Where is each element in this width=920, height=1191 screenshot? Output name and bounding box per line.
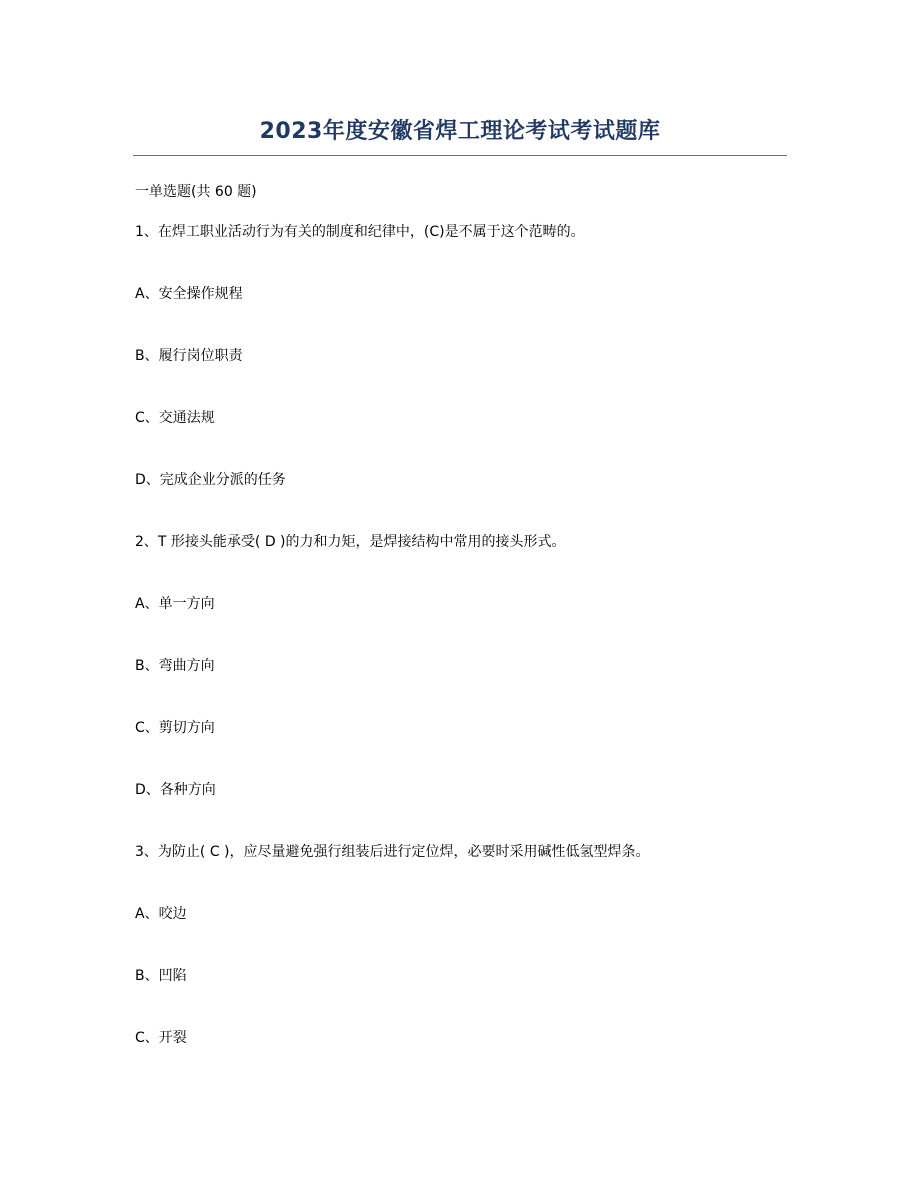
answer-option: C、剪切方向 <box>135 720 215 736</box>
section-heading: 一单选题(共 60 题) <box>135 184 257 200</box>
answer-option: D、完成企业分派的任务 <box>135 472 286 488</box>
answer-option: A、咬边 <box>135 906 187 922</box>
answer-option: B、履行岗位职责 <box>135 348 243 364</box>
title-underline <box>133 155 787 156</box>
question-stem: 3、为防止( C )，应尽量避免强行组装后进行定位焊，必要时采用碱性低氢型焊条。 <box>135 844 650 860</box>
question-stem: 1、在焊工职业活动行为有关的制度和纪律中，(C)是不属于这个范畴的。 <box>135 224 585 240</box>
answer-option: B、弯曲方向 <box>135 658 215 674</box>
answer-option: A、安全操作规程 <box>135 286 243 302</box>
answer-option: D、各种方向 <box>135 782 216 798</box>
answer-option: B、凹陷 <box>135 968 187 984</box>
document-title: 2023年度安徽省焊工理论考试考试题库 <box>259 119 661 144</box>
answer-option: C、交通法规 <box>135 410 215 426</box>
answer-option: A、单一方向 <box>135 596 215 612</box>
answer-option: C、开裂 <box>135 1030 187 1046</box>
question-stem: 2、T 形接头能承受( D )的力和力矩，是焊接结构中常用的接头形式。 <box>135 534 566 550</box>
